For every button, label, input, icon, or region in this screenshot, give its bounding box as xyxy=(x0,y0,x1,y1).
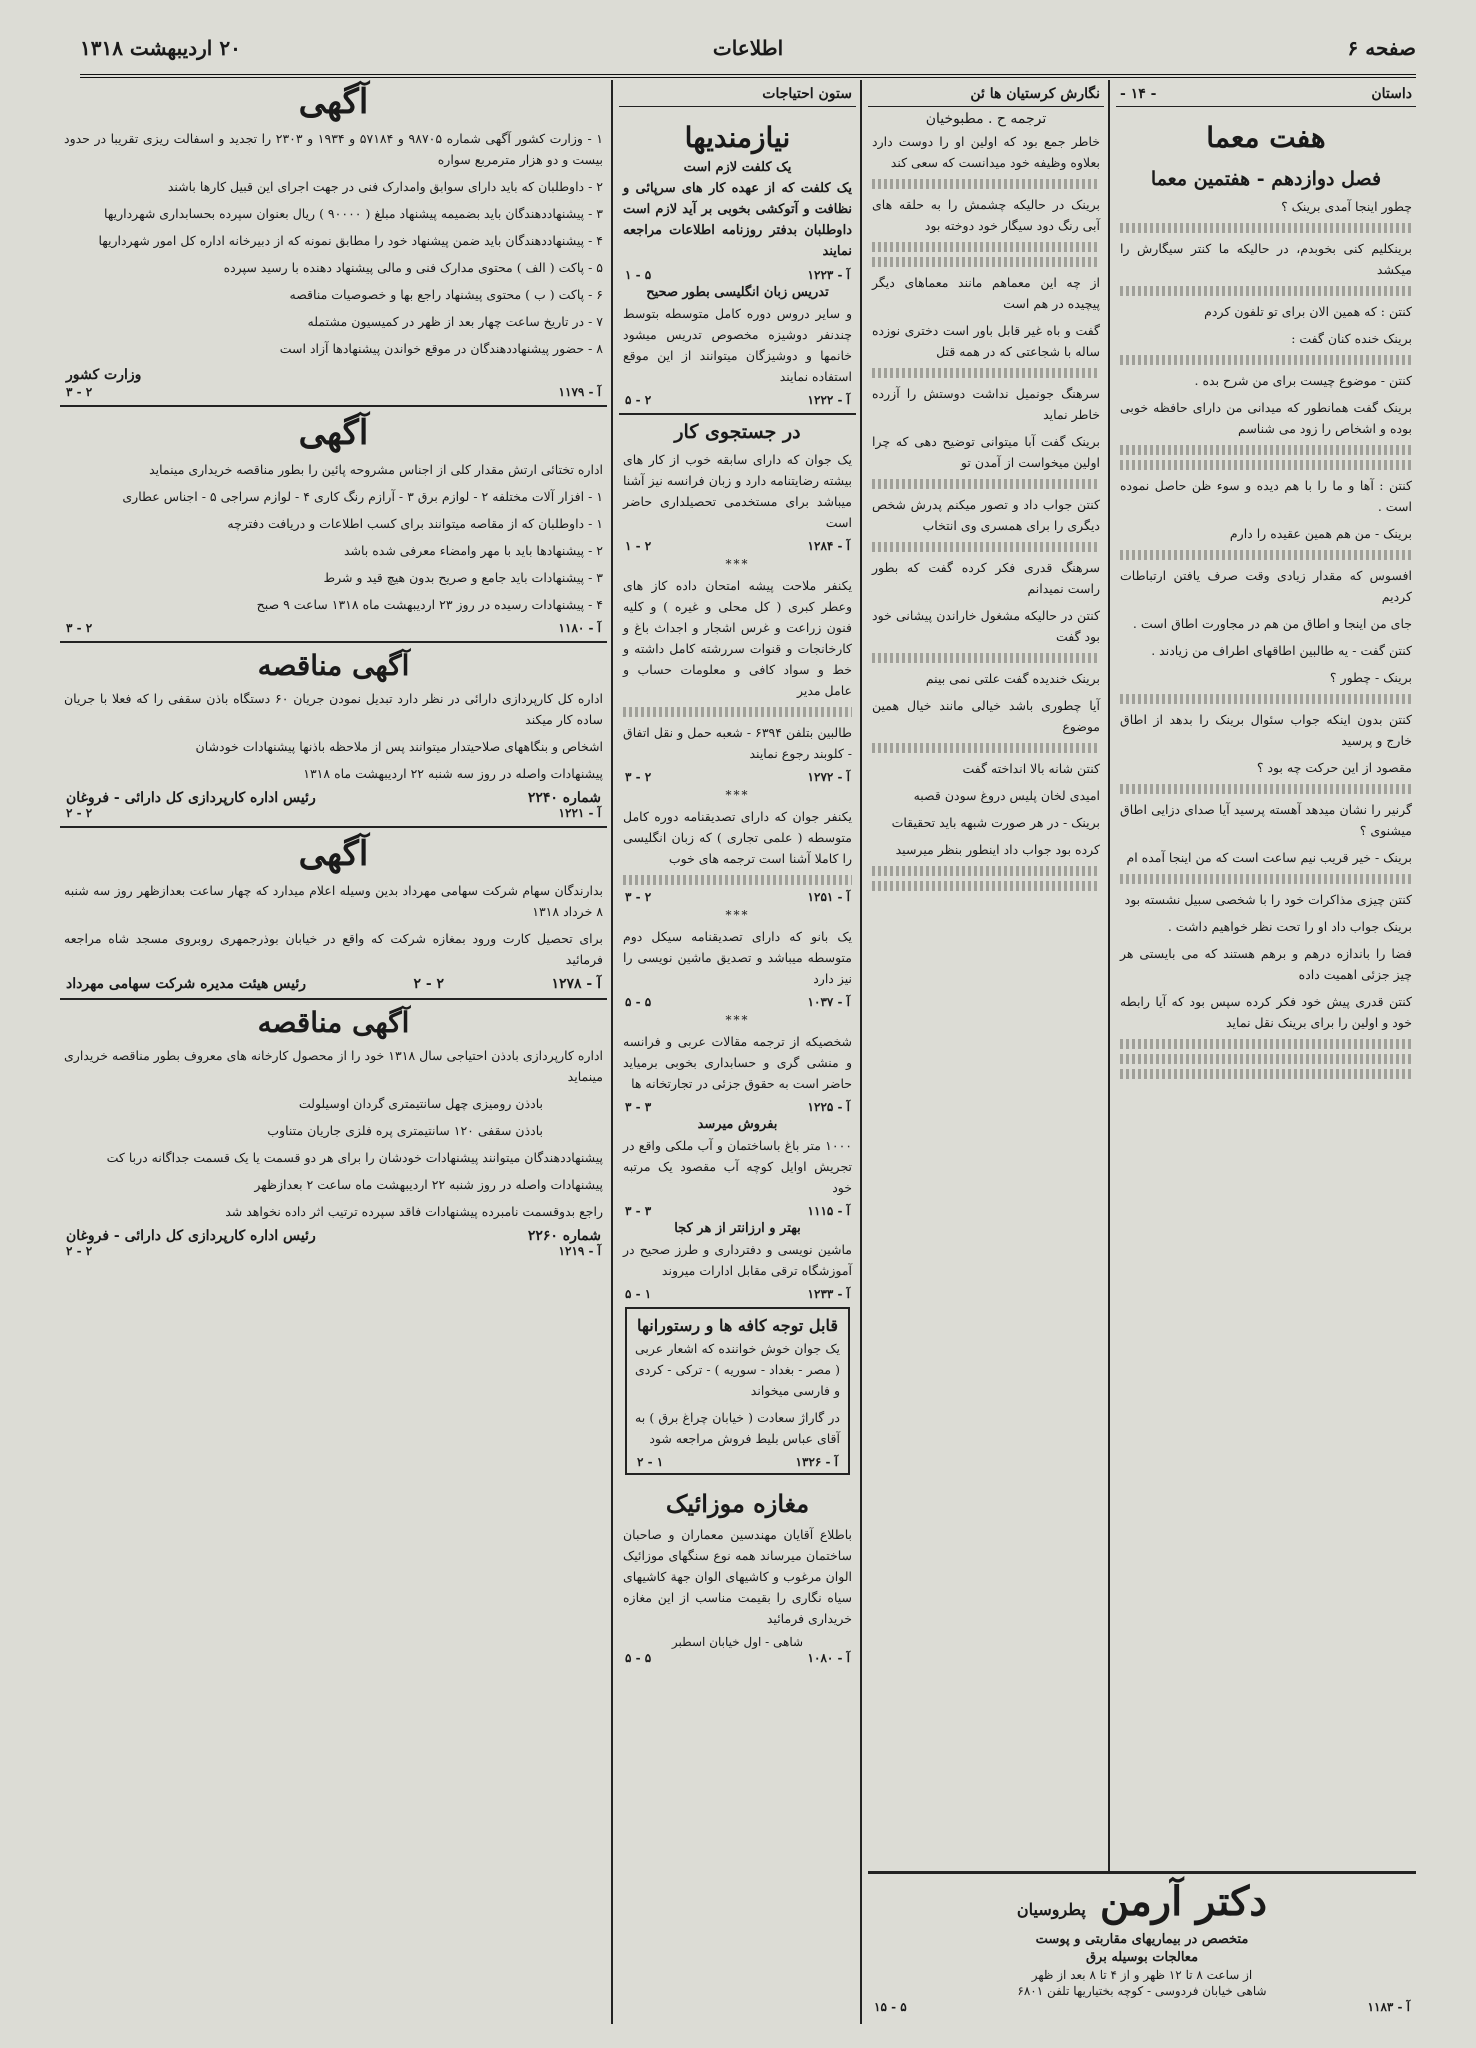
section-label: ستون احتیاجات xyxy=(762,86,852,102)
story-paragraph: امیدی لخان پلیس دروغ سودن قصبه xyxy=(913,788,1100,803)
ad-text: یک بانو که دارای تصدیقنامه سیکل دوم متوسطه میباشد و تصدیق ماشین نویسی را نیز دارد xyxy=(623,929,852,986)
story-paragraph: خاطر جمع بود که اولین او را دوست دارد بعلاوه وظیفه خود میدانست که سعی کند xyxy=(872,134,1100,170)
page-number: - ۱۴ - xyxy=(1120,86,1157,102)
notice-title: آگهی مناقصه xyxy=(257,649,410,682)
story-paragraph: سرهنگ قدری فکر کرده گفت که بطور راست نمیدانم xyxy=(872,560,1100,596)
doctor-ad xyxy=(868,1871,1416,2024)
section-label: داستان xyxy=(1371,86,1412,102)
text-line xyxy=(1120,1039,1412,1049)
notice-paragraph: اداره کارپردازی بادذن احتیاجی سال ۱۳۱۸ خود را از محصول کارخانه های معروف بطور مناقصه خریداری مینماید xyxy=(64,1048,603,1084)
ad-code: آ - ۱۲۱۹ xyxy=(558,1244,601,1258)
ad-suffix: ۲ - ۲ xyxy=(66,806,93,820)
classified-ad xyxy=(619,178,856,415)
notice-2 xyxy=(60,413,607,643)
notice-1 xyxy=(60,82,607,407)
ad-text: یک کلفت که از عهده کار های سرپائی و نظافت و آتوکشی بخوبی بر آید لازم است داوطلبان بدفتر روزنامه اطلاعات مراجعه نمایند xyxy=(623,181,852,259)
masthead xyxy=(80,28,1416,78)
notice-paragraph: راجع بدوقسمت نامبرده پیشنهادات فاقد سپرده ترتیب اثر داده نخواهد شد xyxy=(225,1204,603,1219)
notice-number: شماره ۲۲۴۰ xyxy=(527,790,601,806)
story-paragraph: کرده بود جواب داد اینطور بنظر میرسید xyxy=(895,842,1100,857)
ad-heading: بهتر و ارزانتر از هر کجا xyxy=(674,1221,801,1236)
notice-paragraph: اداره تختائی ارتش مقدار کلی از اجناس مشروحه پائین را بطور مناقصه خریداری مینماید xyxy=(149,462,603,477)
story-paragraph: مقصود از این حرکت چه بود ؟ xyxy=(1256,760,1412,775)
notice-title: آگهی xyxy=(298,413,369,453)
story-continuation-column xyxy=(868,80,1104,2024)
notice-paragraph: اشخاص و بنگاههای صلاحیتدار میتوانند پس از ملاحظه باذنها پیشنهادات خودشان xyxy=(195,739,603,754)
notice-title: آگهی xyxy=(298,834,369,874)
notice-paragraph: برای تحصیل کارت ورود بمغازه شرکت که واقع در خیابان بوذرجمهری روبروی مسجد شاه مراجعه فرمائید xyxy=(64,931,603,967)
notice-paragraph: اداره کل کارپردازی دارائی در نظر دارد تبدیل نمودن جریان ۶۰ دستگاه باذن سقفی را که فعلا با جریان ساده کار میکند xyxy=(64,691,603,727)
ad-code: آ - ۱۲۳۳ xyxy=(807,1287,850,1301)
ad-suffix: ۵ - ۱ xyxy=(625,268,652,282)
ad-code: آ - ۱۰۳۷ xyxy=(807,995,850,1009)
story-paragraph: سرهنگ جونمیل نداشت دوستش را آزرده خاطر نماید xyxy=(872,386,1100,422)
ad-suffix: ۲ - ۳ xyxy=(625,770,652,784)
notice-paragraph: بدارندگان سهام شرکت سهامی مهرداد بدین وسیله اعلام میدارد که چهار ساعت بعدازظهر روز سه شنبه ۸ خرداد ۱۳۱۸ xyxy=(64,883,603,919)
mosaic-title: مغازه موزائیک xyxy=(665,1489,810,1518)
text-line xyxy=(1120,445,1412,455)
notice-paragraph: ۲ - پیشنهادها باید با مهر وامضاء معرفی شده باشد xyxy=(343,543,603,558)
cafe-ad xyxy=(625,1307,850,1475)
classifieds-title: نیازمندیها xyxy=(684,121,791,154)
text-line xyxy=(872,179,1100,189)
divider-stars: *** xyxy=(725,908,750,922)
notice-paragraph: ۱ - داوطلبان که از مقاصه میتوانند برای کسب اطلاعات و دریافت دفترچه xyxy=(227,516,603,531)
text-line xyxy=(872,368,1100,378)
ad-suffix: ۲ - ۳ xyxy=(66,621,93,635)
notice-paragraph: پیشنهاددهندگان میتوانند پیشنهادات خودشان را برای هر دو قسمت یا یک قسمت جداگانه دربا کت xyxy=(106,1150,603,1165)
story-paragraph: برینک خنده کنان گفت : xyxy=(1291,331,1412,346)
doctor-address: شاهی خیابان فردوسی - کوچه بختیاریها تلفن ۶۸۰۱ xyxy=(1017,1984,1267,1998)
story-title: هفت معما xyxy=(1206,121,1326,154)
story-paragraph: کنتن بدون اینکه جواب سئوال برینک را بدهد از اطاق خارج و پرسید xyxy=(1120,712,1412,748)
story-paragraph: برینک خندیده گفت علتی نمی بینم xyxy=(925,671,1100,686)
issue-date: ۲۰ اردیبهشت ۱۳۱۸ xyxy=(80,36,241,60)
story-paragraph: چطور اینجا آمدی برینک ؟ xyxy=(1281,199,1412,214)
doctor-surname: پطروسیان xyxy=(1016,1900,1086,1919)
ad-heading: تدریس زبان انگلیسی بطور صحیح xyxy=(646,285,829,300)
ad-suffix: ۵ - ۵ xyxy=(625,1651,652,1665)
text-line xyxy=(1120,784,1412,794)
ad-heading: بفروش میرسد xyxy=(697,1117,778,1132)
text-line xyxy=(1120,355,1412,365)
story-paragraph: برینک - در هر صورت شبهه باید تحقیقات xyxy=(891,815,1100,830)
ad-code: آ - ۱۱۸۳ xyxy=(1367,2000,1410,2014)
story-paragraph: گرنیر را نشان میدهد آهسته پرسید آیا صدای دزایی اطاق میشنوی ؟ xyxy=(1120,802,1412,838)
divider-stars: *** xyxy=(725,788,750,802)
notices-column xyxy=(60,80,607,2024)
text-line xyxy=(872,866,1100,876)
story-subtitle: فصل دوازدهم - هفتمین معما xyxy=(1150,168,1382,190)
ad-text: و سایر دروس دوره کامل متوسطه بتوسط چندنفر دوشیزه مخصوص تدریس میشود خانمها و دوشیزگان میتوانند از این موقع استفاده نمایند xyxy=(623,306,852,384)
ad-suffix: ۳ - ۳ xyxy=(625,1204,652,1218)
ad-code: آ - ۱۱۷۹ xyxy=(558,385,601,399)
ad-code-row xyxy=(868,2000,1416,2014)
page-label: صفحه ۶ xyxy=(1347,36,1416,60)
notice-paragraph: ۷ - در تاریخ ساعت چهار بعد از ظهر در کمیسیون مشتمله xyxy=(307,314,603,329)
ad-suffix: ۵ - ۵ xyxy=(625,995,652,1009)
notice-signature: وزارت کشور xyxy=(66,367,142,383)
classifieds-header xyxy=(619,80,856,107)
ad-code: آ - ۱۱۱۵ xyxy=(807,1204,850,1218)
notice-paragraph: ۲ - داوطلبان که باید دارای سوابق وامدارک فنی در جهت اجرای این قبیل کارها باشند xyxy=(167,179,603,194)
ad-text: طالبین بتلفن ۶۳۹۴ - شعبه حمل و نقل اتفاق - کلوبند رجوع نمایند xyxy=(623,725,852,761)
ad-code: آ - ۱۲۷۸ xyxy=(551,976,601,992)
doctor-hours: از ساعت ۸ تا ۱۲ ظهر و از ۴ تا ۸ بعد از ظهر xyxy=(1031,1968,1253,1982)
story-paragraph: فضا را باندازه درهم و برهم هستند که می بایستی هر چیز جزئی اهمیت داده xyxy=(1120,946,1412,982)
doctor-specialty: متخصص در بیماریهای مقاربتی و پوست xyxy=(1035,1932,1249,1947)
text-line xyxy=(1120,1054,1412,1064)
ad-text: باطلاع آقایان مهندسین معماران و صاحبان ساختمان میرساند همه نوع سنگهای موزائیک الوان مرغوب و کاشیهای الوان جهة کاشیهای سیاه نگاری را بقیمت مناسب از این مغازه خریداری فرمائید xyxy=(623,1527,852,1626)
story-paragraph: آیا چطوری باشد خیالی مانند خیال همین موضوع xyxy=(872,698,1100,734)
notice-signature: رئیس هیئت مدیره شرکت سهامی مهرداد xyxy=(66,976,307,992)
text-line xyxy=(623,707,852,717)
ad-suffix: ۲ - ۱ xyxy=(625,539,652,553)
story-paragraph: برینکلیم کنی بخوبدم، در حالیکه ما کنتر سیگارش را میکشد xyxy=(1120,241,1412,277)
story-paragraph: کنتن - موضوع چیست برای من شرح بده . xyxy=(1194,373,1412,388)
ad-code: آ - ۱۱۸۰ xyxy=(558,621,601,635)
column-rule xyxy=(611,80,613,2024)
story-paragraph: کنتن قدری پیش خود فکر کرده سپس بود که آیا رابطه خود و اولین را برای برینک نقل نماید xyxy=(1120,994,1412,1030)
story-paragraph: جای من اینجا و اطاق من هم در مجاورت اطاق است . xyxy=(1132,616,1412,631)
notice-paragraph: ۸ - حضور پیشنهاددهندگان در موقع خواندن پیشنهادها آزاد است xyxy=(279,341,603,356)
story-paragraph: برینک جواب داد او را تحت نظر خواهیم داشت . xyxy=(1167,919,1412,934)
text-line xyxy=(872,743,1100,753)
classifieds-column xyxy=(619,80,856,2024)
text-line xyxy=(872,257,1100,267)
ad-suffix: ۵ - ۱۵ xyxy=(874,2000,907,2014)
story-paragraph: کنتن جواب داد و تصور میکنم پدرش شخص دیگری را برای همسری وی انتخاب xyxy=(872,497,1100,533)
text-line xyxy=(872,881,1100,891)
notice-paragraph: ۵ - پاکت ( الف ) محتوی مدارک فنی و مالی پیشنهاد دهنده با رسید سپرده xyxy=(223,260,603,275)
notice-paragraph: بادذن رومیزی چهل سانتیمتری گردان اوسیلولت xyxy=(298,1096,543,1111)
story-paragraph: افسوس که مقدار زیادی وقت صرف یافتن ارتباطات کردیم xyxy=(1120,568,1412,604)
text-line xyxy=(1120,1069,1412,1079)
text-line xyxy=(1120,460,1412,470)
notice-4 xyxy=(60,834,607,1000)
ad-heading: قابل توجه کافه ها و رستورانها xyxy=(637,1316,838,1335)
divider-stars: *** xyxy=(725,1013,750,1027)
ad-code: آ - ۱۲۸۴ xyxy=(807,539,850,553)
story-paragraph: از چه این معماهم مانند معماهای دیگر پیچیده در هم است xyxy=(872,275,1100,311)
ad-code: آ - ۱۲۲۳ xyxy=(807,268,850,282)
notice-paragraph: ۱ - وزارت کشور آگهی شماره ۹۸۷۰۵ و ۵۷۱۸۴ و ۱۹۳۴ و ۲۳۰۳ را تجدید و اسفالت ریزی تقریبا در حدود بیست و دو هزار مترمربع سواره xyxy=(64,131,604,167)
text-line xyxy=(1120,694,1412,704)
ad-code: آ - ۱۲۲۵ xyxy=(807,1100,850,1114)
ad-text: یک جوان که دارای سابقه خوب از کار های بیشته رضایتنامه دارد و زبان فرانسه نیز آشنا میباشد برای مستخدمی تحصیلداری حاضر است xyxy=(623,452,852,530)
ad-code: آ - ۱۰۸۰ xyxy=(807,1651,850,1665)
paper-name: اطلاعات xyxy=(712,36,784,60)
text-line xyxy=(872,479,1100,489)
text-line xyxy=(872,653,1100,663)
notice-paragraph: ۳ - پیشنهاددهندگان باید بضمیمه پیشنهاد مبلغ ( ۹۰۰۰۰ ) ریال بعنوان سپرده بحسابداری شهرداریها xyxy=(104,206,603,221)
text-line xyxy=(1120,874,1412,884)
translator-line: ترجمه ح . مطبوخیان xyxy=(925,111,1047,127)
ad-code: آ - ۱۲۲۱ xyxy=(558,806,601,820)
ad-text: در گاراژ سعادت ( خیابان چراغ برق ) به آقای عباس بلیط فروش مراجعه شود xyxy=(635,1410,840,1446)
author-note: نگارش کرستیان ها ئن xyxy=(970,86,1100,102)
text-line xyxy=(872,542,1100,552)
story-credit-header xyxy=(868,80,1104,107)
story-paragraph: کنتن گفت - یه طالبین اطاقهای اطراف من زیادند . xyxy=(1151,643,1412,658)
story-paragraph: گفت و باه غیر قابل باور است دختری نوزده ساله با شجاعتی که در همه قتل xyxy=(872,323,1100,359)
ad-text: یک جوان خوش خواننده که اشعار عربی ( مصر - بغداد - سوریه ) - ترکی - کردی و فارسی میخواند xyxy=(635,1341,840,1398)
ad-suffix: ۱ - ۵ xyxy=(625,1287,652,1301)
notice-paragraph: بادذن سقفی ۱۲۰ سانتیمتری پره فلزی جاریان متناوب xyxy=(267,1123,543,1138)
ad-code: آ - ۱۲۲۲ xyxy=(807,393,850,407)
notice-paragraph: ۴ - پیشنهادات رسیده در روز ۲۳ اردیبهشت ماه ۱۳۱۸ ساعت ۹ صبح xyxy=(256,597,603,612)
ad-text: ماشین نویسی و دفترداری و طرز صحیح در آموزشگاه ترقی مقابل ادارات میروند xyxy=(623,1242,852,1278)
divider-stars: *** xyxy=(725,557,750,571)
ad-text: یکنفر جوان که دارای تصدیقنامه دوره کامل متوسطه ( علمی تجاری ) که زبان انگلیسی را کاملا آشنا است ترجمه های خوب xyxy=(623,809,852,866)
story-header xyxy=(1116,80,1416,107)
notice-title: آگهی مناقصه xyxy=(257,1006,410,1039)
text-line xyxy=(872,242,1100,252)
story-paragraph: برینک - من هم همین عقیده را دارم xyxy=(1229,526,1412,541)
notice-signature: رئیس اداره کارپردازی کل دارائی - فروغان xyxy=(66,1228,316,1244)
notice-paragraph: ۳ - پیشنهادات باید جامع و صریح بدون هیچ قید و شرط xyxy=(323,570,603,585)
ad-subheading: یک کلفت لازم است xyxy=(683,160,792,175)
ad-suffix: ۲ - ۵ xyxy=(625,393,652,407)
story-paragraph: کنتن در حالیکه مشغول خاراندن پیشانی خود بود گفت xyxy=(872,608,1100,644)
column-rule xyxy=(860,80,862,2024)
story-paragraph: کنتن : آها و ما را با هم دیده و سوء ظن حاصل نموده است . xyxy=(1120,478,1412,514)
ad-code: آ - ۱۲۵۱ xyxy=(807,890,850,904)
notice-paragraph: پیشنهادات واصله در روز سه شنبه ۲۲ اردیبهشت ماه ۱۳۱۸ xyxy=(303,766,603,781)
notice-title: آگهی xyxy=(298,82,369,122)
story-paragraph: برینک گفت همانطور که میدانی من دارای حافظه خوبی بوده و اشخاص را زود می شناسم xyxy=(1120,400,1412,436)
ad-suffix: ۱ - ۲ xyxy=(637,1455,664,1469)
ad-code: آ - ۱۳۲۶ xyxy=(795,1455,838,1469)
ad-code: آ - ۱۲۷۲ xyxy=(807,770,850,784)
notice-paragraph: ۴ - پیشنهاددهندگان باید ضمن پیشنهاد خود را مطابق نمونه که از دبیرخانه اداره کل امور شهرداریها xyxy=(98,233,603,248)
doctor-treatment: معالجات بوسیله برق xyxy=(1085,1950,1199,1965)
notice-paragraph: ۶ - پاکت ( ب ) محتوی پیشنهاد راجع بها و خصوصیات مناقصه xyxy=(289,287,603,302)
ad-text: یکنفر ملاحت پیشه امتحان داده کاز های وعطر کبری ( کل محلی و غیره ) و کلیه فنون زراعت و غرس اشجار و اجداث باغ و کارخانجات و قنوات سررشته کامل داشته و خط و سواد کافی و معلومات حساب و عامل مدیر xyxy=(623,578,852,698)
notice-number: شماره ۲۲۶۰ xyxy=(527,1228,601,1244)
ad-suffix: ۲ - ۲ xyxy=(413,976,445,992)
column-rule xyxy=(1108,80,1110,2024)
text-line xyxy=(623,875,852,885)
ad-suffix: ۲ - ۳ xyxy=(66,385,93,399)
notice-paragraph: پیشنهادات واصله در روز شنبه ۲۲ اردیبهشت ماه ساعت ۲ بعدازظهر xyxy=(254,1177,603,1192)
doctor-name: دکتر آرمن xyxy=(1099,1878,1268,1925)
ad-suffix: ۳ - ۳ xyxy=(625,1100,652,1114)
notice-paragraph: ۱ - افزار آلات مختلفه ۲ - لوازم برق ۳ - آرازم رنگ کاری ۴ - لوازم سراجی ۵ - اجناس عطاری xyxy=(122,489,603,504)
story-paragraph: برینک - چطور ؟ xyxy=(1329,670,1412,685)
mosaic-address: شاهی - اول خیابان اسطبر xyxy=(671,1635,804,1649)
text-line xyxy=(1120,550,1412,560)
ad-text: ۱۰۰۰ متر باغ باساختمان و آب ملکی واقع در تجریش اوایل کوچه آب مقصود یک مرتبه خود xyxy=(623,1138,852,1195)
ad-suffix: ۲ - ۲ xyxy=(66,1244,93,1258)
notice-5 xyxy=(60,1006,607,1258)
story-paragraph: برینک در حالیکه چشمش را به حلقه های آبی رنگ دود سیگار خود دوخته بود xyxy=(872,197,1100,233)
text-line xyxy=(1120,223,1412,233)
ad-heading: در جستجوی کار xyxy=(674,421,801,443)
notice-3 xyxy=(60,649,607,828)
story-column xyxy=(1116,80,1416,2024)
story-paragraph: کنتن شانه بالا انداخته گفت xyxy=(962,761,1100,776)
story-paragraph: کنتن چیزی مذاکرات خود را با شخصی سبیل نشسته بود xyxy=(1124,892,1412,907)
story-paragraph: کنتن : که همین الان برای تو تلفون کردم xyxy=(1204,304,1412,319)
notice-signature: رئیس اداره کارپردازی کل دارائی - فروغان xyxy=(66,790,316,806)
text-line xyxy=(1120,286,1412,296)
ad-suffix: ۲ - ۳ xyxy=(625,890,652,904)
story-paragraph: برینک گفت آبا میتوانی توضیح دهی که چرا اولین میخواست از آمدن تو xyxy=(872,434,1100,470)
story-paragraph: برینک - خیر قریب نیم ساعت است که من اینجا آمده ام xyxy=(1126,850,1412,865)
ad-text: شخصیکه از ترجمه مقالات عربی و فرانسه و منشی گری و حسابداری بخوبی برمیاید حاضر است به حقوق جزئی در تجارتخانه ها xyxy=(623,1034,852,1091)
